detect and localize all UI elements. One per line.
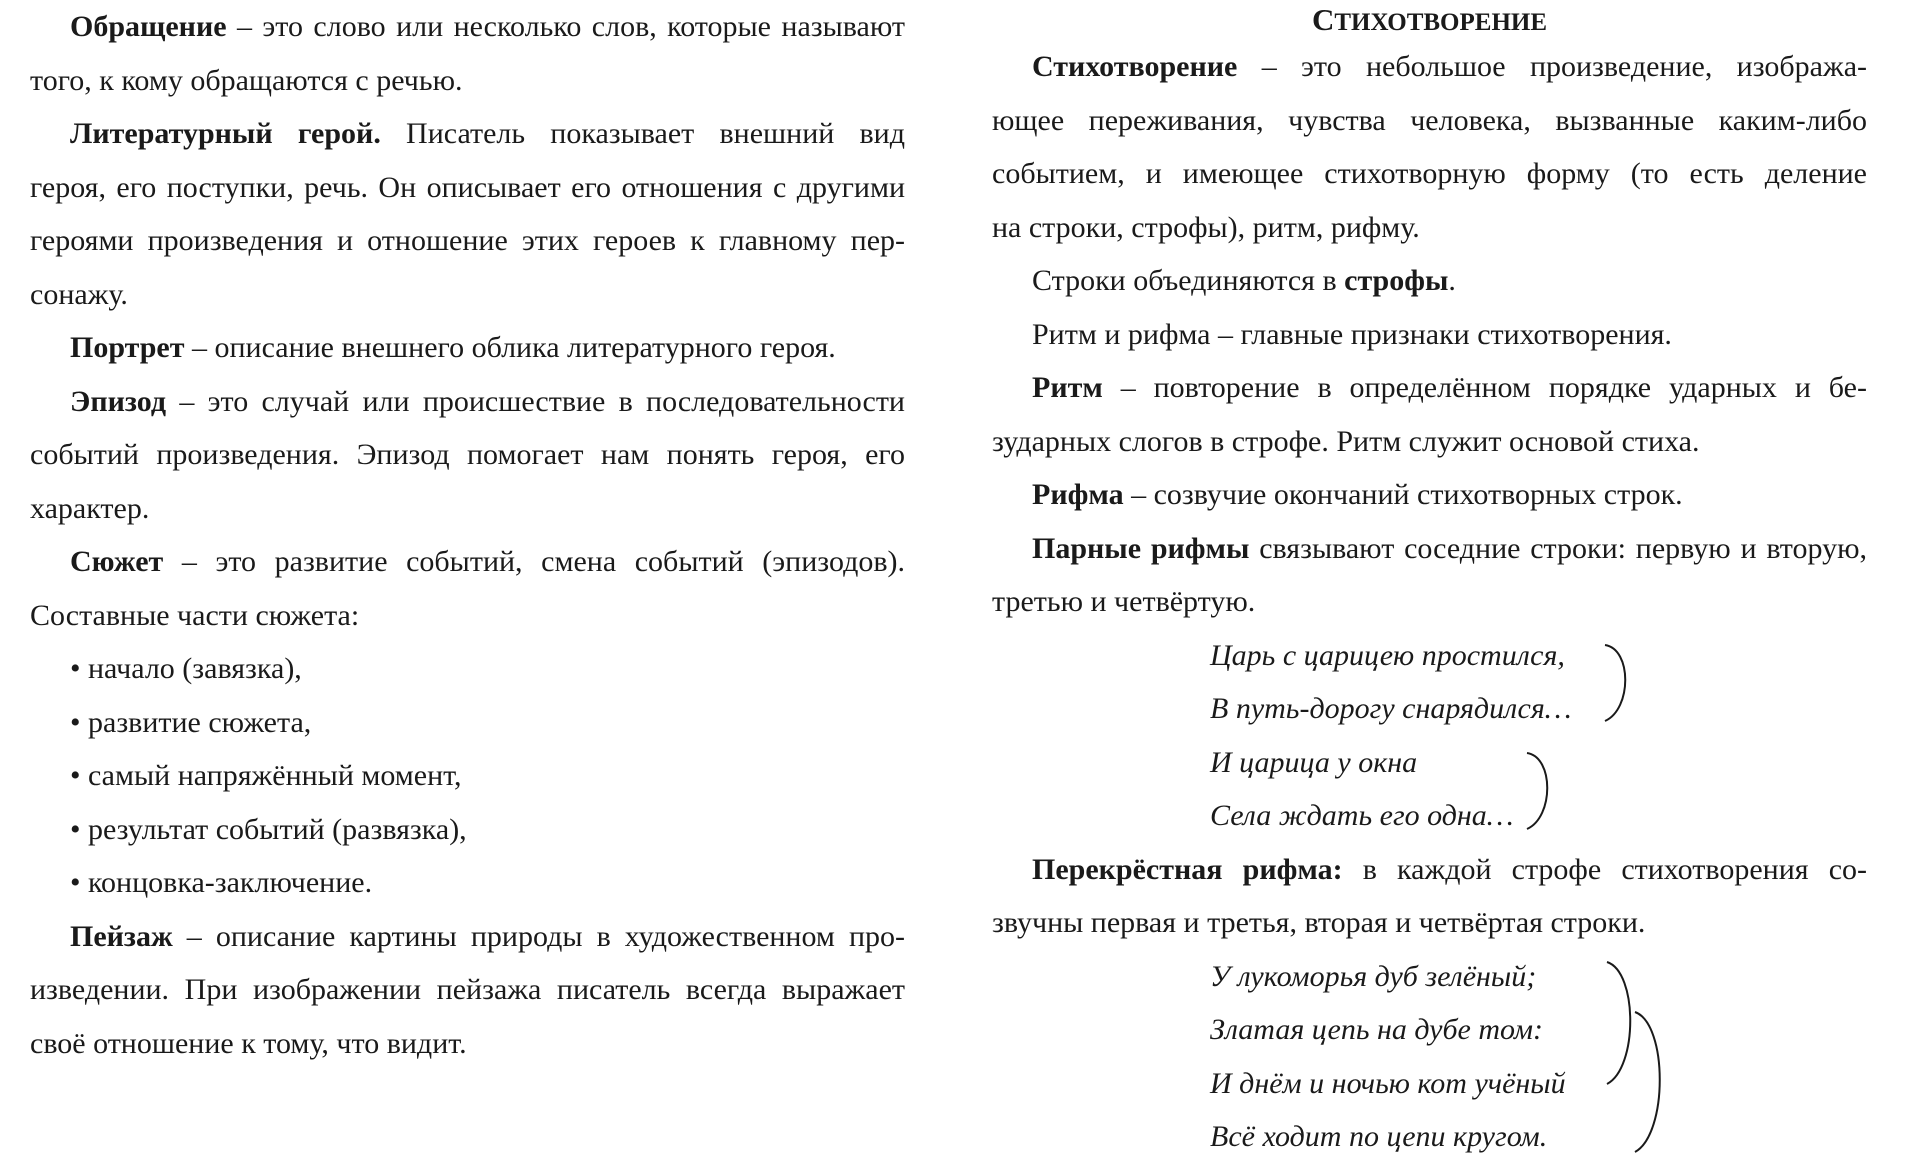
rhyme-bracket [1524, 747, 1554, 837]
poem-line: Златая цепь на дубе том: [1210, 1013, 1544, 1046]
poem-def-line-3: событием, и имеющее стихотворную форму (то есть деление [992, 157, 1867, 190]
plot-list-item: • результат событий (развязка), [70, 812, 467, 846]
appeal-definition: – это слово или несколько слов, которые называют [226, 10, 905, 43]
rhythm-line-1 [992, 361, 1867, 415]
rhyme-bracket [1604, 958, 1634, 1088]
section-title [992, 0, 1867, 40]
right-column [992, 0, 1867, 1164]
rhyme-bracket [1602, 639, 1632, 729]
rhyme-line [992, 468, 1867, 522]
appeal-line-2: того, к кому обращаются с речью. [30, 63, 463, 97]
hero-line-3: героями произведения и отношение этих героев к главному пер- [30, 224, 905, 257]
cross-definition: в каждой строфе стихотворения со- [1342, 852, 1867, 886]
paired-line-2: третью и четвёртую. [992, 585, 1256, 618]
rhythm-definition: – повторение в определённом порядке ударных и бе- [1102, 371, 1867, 404]
poem-line: В путь-дорогу снарядился… [1210, 692, 1572, 725]
paired-rhyme-poem [992, 629, 1867, 843]
cross-line-2: звучны первая и третья, вторая и четвёртая строки. [992, 906, 1646, 939]
stanzas-text: Строки объединяются в [1032, 264, 1345, 297]
plot-line-1 [30, 535, 905, 589]
stanzas-term: строфы [1344, 264, 1449, 297]
portrait-line [30, 321, 905, 375]
appeal-line-1 [30, 0, 905, 54]
poem-def-term: Стихотворение [1032, 50, 1238, 83]
landscape-line-3: своё отношение к тому, что видит. [30, 1026, 467, 1060]
hero-definition: Писатель показывает внешний вид [380, 117, 905, 150]
poem-line: Царь с царицею простился, [1210, 638, 1565, 672]
cross-term: Перекрёстная рифма: [1032, 852, 1343, 886]
section-title-capital: С [1311, 2, 1335, 37]
hero-line-1 [30, 107, 905, 161]
plot-list-item: • самый напряжённый момент, [70, 759, 462, 792]
rhyme-bracket [1632, 1008, 1664, 1156]
plot-term: Сюжет [70, 545, 164, 578]
episode-term: Эпизод [70, 384, 167, 418]
episode-line-2: событий произведения. Эпизод помогает нам понять героя, его [30, 438, 905, 471]
poem-def-line-2: ющее переживания, чувства человека, вызванные каким-либо [992, 103, 1867, 137]
episode-definition: – это случай или происшествие в последовательности [166, 384, 905, 418]
poem-def-line-4: на строки, строфы), ритм, рифму. [992, 210, 1420, 244]
poem-def-line-1 [992, 40, 1867, 94]
rhyme-term: Рифма [1032, 478, 1124, 511]
plot-list-item: • концовка-заключение. [70, 866, 373, 899]
landscape-line-1 [30, 910, 905, 964]
poem-line: Села ждать его одна… [1210, 799, 1514, 832]
episode-line-3: характер. [30, 491, 150, 525]
plot-list-item: • развитие сюжета, [70, 705, 312, 739]
paired-line-1 [992, 522, 1867, 576]
left-column [30, 0, 905, 1070]
landscape-term: Пейзаж [70, 919, 173, 953]
plot-definition: – это развитие событий, смена событий (эпизодов). [163, 545, 905, 578]
landscape-definition: – описание картины природы в художественном про- [172, 919, 905, 953]
paired-term: Парные рифмы [1032, 531, 1250, 565]
stanzas-line [992, 254, 1867, 308]
poem-def-definition: – это небольшое произведение, изобража- [1237, 50, 1867, 83]
rhyme-definition: – созвучие окончаний стихотворных строк. [1123, 478, 1683, 511]
paired-definition: связывают соседние строки: первую и вторую, [1249, 531, 1867, 565]
hero-line-2: героя, его поступки, речь. Он описывает его отношения с другими [30, 170, 905, 204]
hero-line-4: сонажу. [30, 277, 128, 311]
portrait-term: Портрет [70, 331, 185, 364]
appeal-term: Обращение [70, 10, 227, 43]
poem-line: И царица у окна [1210, 745, 1418, 779]
cross-line-1 [992, 843, 1867, 897]
poem-line: У лукоморья дуб зелёный; [1210, 959, 1537, 993]
episode-line-1 [30, 375, 905, 429]
poem-line: И днём и ночью кот учёный [1210, 1066, 1566, 1100]
stanzas-end: . [1448, 264, 1456, 297]
rhythm-line-2: зударных слогов в строфе. Ритм служит основой стиха. [992, 424, 1700, 458]
poem-line: Всё ходит по цепи кругом. [1210, 1120, 1548, 1153]
plot-list-item: • начало (завязка), [70, 652, 302, 685]
portrait-definition: – описание внешнего облика литературного героя. [184, 331, 836, 364]
hero-term: Литературный герой. [70, 117, 381, 150]
rhythm-term: Ритм [1032, 371, 1103, 404]
section-title-rest: ТИХОТВОРЕНИЕ [1334, 9, 1548, 36]
landscape-line-2: изведении. При изображении пейзажа писатель всегда выражает [30, 973, 905, 1006]
plot-line-2: Составные части сюжета: [30, 598, 360, 632]
rhythm-rhyme-line: Ритм и рифма – главные признаки стихотворения. [1032, 317, 1672, 351]
cross-rhyme-poem [992, 950, 1867, 1164]
